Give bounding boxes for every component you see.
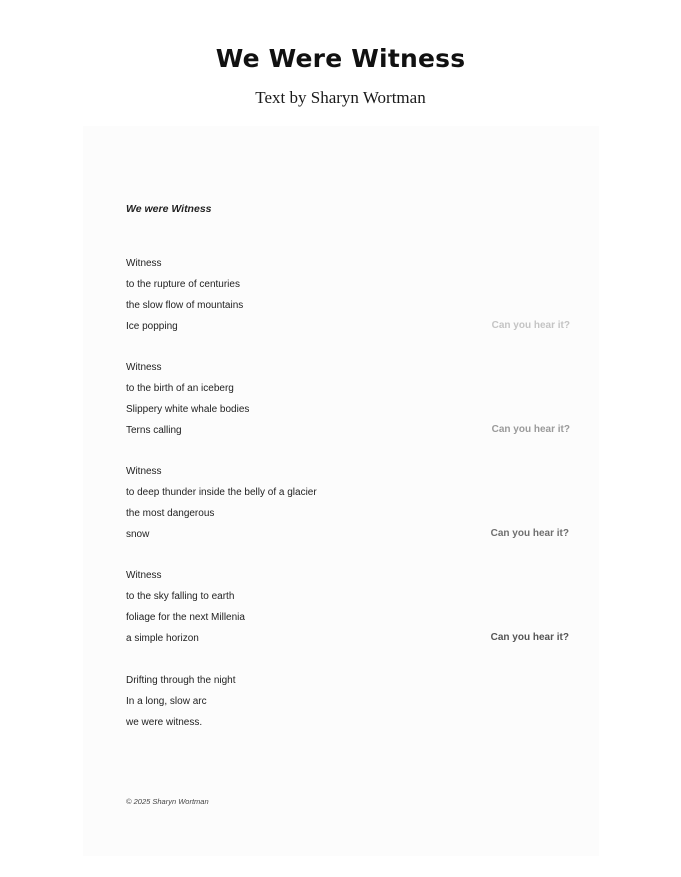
poem-line: the slow flow of mountains	[126, 300, 244, 311]
poem-line: Witness	[126, 258, 162, 269]
poem-line: we were witness.	[126, 717, 203, 728]
poem-line: Witness	[126, 570, 162, 581]
poem-line: Witness	[126, 466, 162, 477]
poem-line: to the birth of an iceberg	[126, 383, 234, 394]
refrain-1: Can you hear it?	[491, 320, 570, 331]
poem-line: In a long, slow arc	[126, 696, 207, 707]
poem-line: foliage for the next Millenia	[126, 612, 245, 623]
poem-line: a simple horizon	[126, 633, 199, 644]
poem-line: Drifting through the night	[126, 675, 236, 686]
page-subtitle: Text by Sharyn Wortman	[255, 88, 426, 107]
refrain-3: Can you hear it?	[490, 528, 569, 539]
refrain-2: Can you hear it?	[491, 424, 570, 435]
page-title: We Were Witness	[215, 44, 466, 73]
refrain-4: Can you hear it?	[490, 632, 569, 643]
poem-title: We were Witness	[126, 203, 212, 215]
poem-line: the most dangerous	[126, 508, 215, 519]
poem-line: snow	[126, 529, 150, 540]
poem-line: Terns calling	[126, 425, 182, 436]
poem-line: to the rupture of centuries	[126, 279, 240, 290]
poem-line: Slippery white whale bodies	[126, 404, 250, 415]
poem-line: to the sky falling to earth	[126, 591, 235, 602]
copyright-footer: © 2025 Sharyn Wortman	[126, 797, 209, 806]
poem-line: Ice popping	[126, 321, 178, 332]
poem-line: to deep thunder inside the belly of a glacier	[126, 487, 317, 498]
poem-line: Witness	[126, 362, 162, 373]
